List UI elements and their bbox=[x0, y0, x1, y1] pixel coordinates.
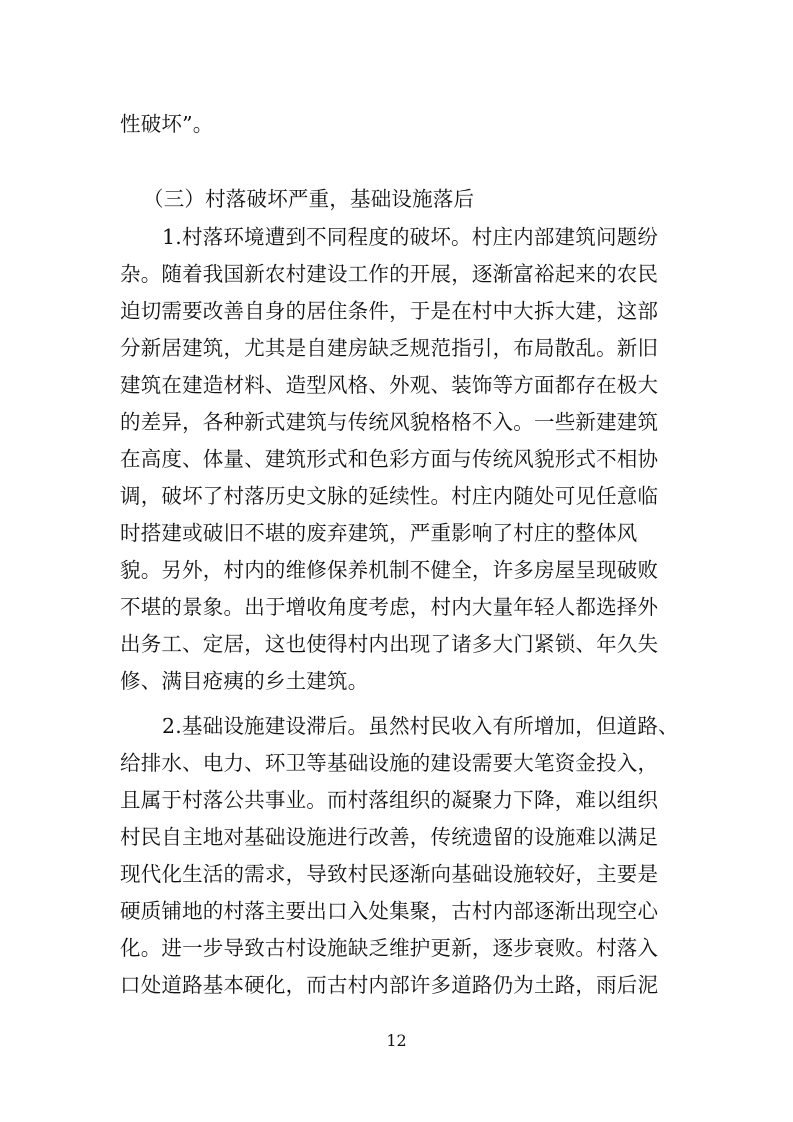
paragraph-line: 口处道路基本硬化，而古村内部许多道路仍为土路，雨后泥 bbox=[120, 973, 659, 997]
paragraph-line: 时搭建或破旧不堪的废弃建筑，严重影响了村庄的整体风 bbox=[120, 521, 638, 545]
paragraph-line: 化。进一步导致古村设施缺乏维护更新，逐步衰败。村落入 bbox=[120, 936, 659, 960]
paragraph-line: 不堪的景象。出于增收角度考虑，村内大量年轻人都选择外 bbox=[120, 595, 659, 619]
paragraph-line: 出务工、定居，这也使得村内出现了诸多大门紧锁、年久失 bbox=[120, 632, 659, 656]
page-number: 12 bbox=[386, 1031, 407, 1050]
paragraph-line: 调，破坏了村落历史文脉的延续性。村庄内随处可见任意临 bbox=[120, 484, 659, 508]
paragraph-line: 迫切需要改善自身的居住条件，于是在村中大拆大建，这部 bbox=[120, 299, 659, 323]
paragraph-line: 给排水、电力、环卫等基础设施的建设需要大笔资金投入， bbox=[120, 751, 659, 775]
text-line: 性破坏”。 bbox=[120, 112, 214, 136]
paragraph-line: 杂。随着我国新农村建设工作的开展，逐渐富裕起来的农民 bbox=[120, 262, 659, 286]
paragraph-line: 现代化生活的需求，导致村民逐渐向基础设施较好，主要是 bbox=[120, 862, 659, 886]
paragraph-line: 貌。另外，村内的维修保养机制不健全，许多房屋呈现破败 bbox=[120, 558, 659, 582]
section-heading: （三）村落破坏严重，基础设施落后 bbox=[143, 187, 475, 211]
paragraph-line: 且属于村落公共事业。而村落组织的凝聚力下降，难以组织 bbox=[120, 788, 659, 812]
paragraph-line: 2.基础设施建设滞后。虽然村民收入有所增加，但道路、 bbox=[162, 714, 679, 738]
paragraph-line: 修、满目疮痍的乡土建筑。 bbox=[120, 669, 369, 693]
paragraph-line: 的差异，各种新式建筑与传统风貌格格不入。一些新建建筑 bbox=[120, 410, 659, 434]
paragraph-line: 硬质铺地的村落主要出口入处集聚，古村内部逐渐出现空心 bbox=[120, 899, 659, 923]
paragraph-line: 1.村落环境遭到不同程度的破坏。村庄内部建筑问题纷 bbox=[162, 225, 659, 249]
paragraph-line: 建筑在建造材料、造型风格、外观、装饰等方面都存在极大 bbox=[120, 373, 659, 397]
paragraph-line: 分新居建筑，尤其是自建房缺乏规范指引，布局散乱。新旧 bbox=[120, 336, 659, 360]
paragraph-line: 村民自主地对基础设施进行改善，传统遗留的设施难以满足 bbox=[120, 825, 659, 849]
paragraph-line: 在高度、体量、建筑形式和色彩方面与传统风貌形式不相协 bbox=[120, 447, 659, 471]
